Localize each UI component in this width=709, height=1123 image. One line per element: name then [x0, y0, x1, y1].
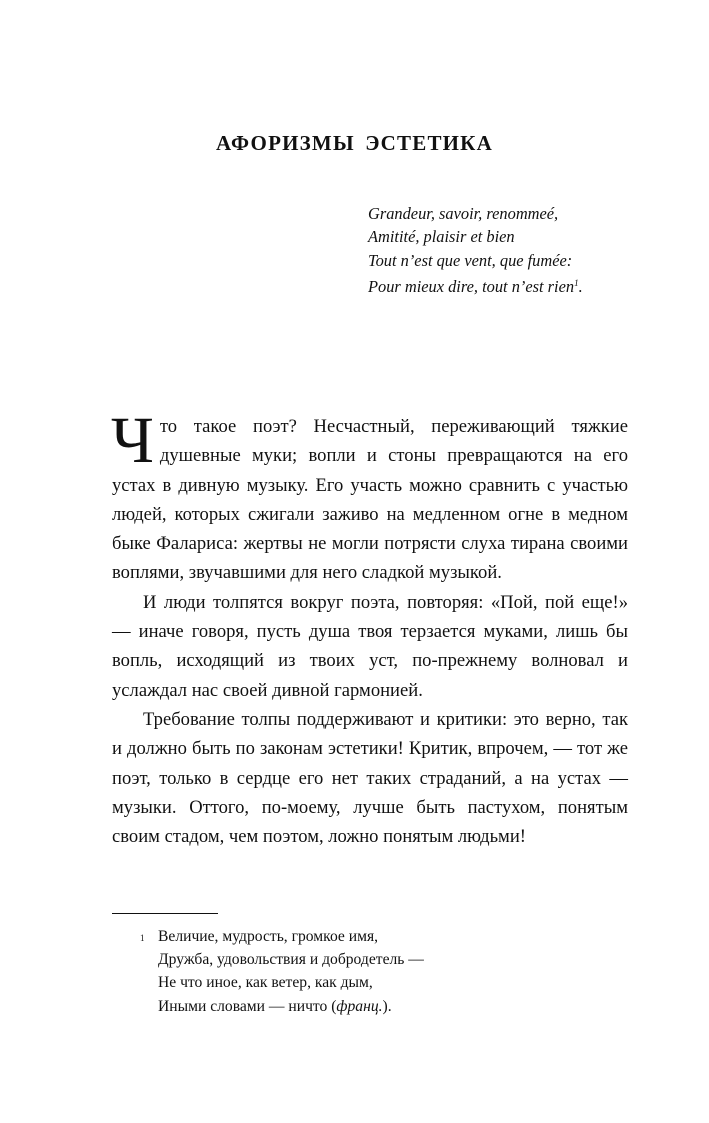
epigraph-line: Amitité, plaisir et bien: [368, 227, 515, 247]
footnote-line: Не что иное, как ветер, как дым,: [158, 974, 373, 992]
chapter-title: АФОРИЗМЫ ЭСТЕТИКА: [216, 131, 493, 155]
footnote-line-last: [158, 995, 424, 1018]
paragraph-1: [111, 404, 628, 588]
main-text: [111, 404, 628, 851]
footnote-language: франц.: [336, 997, 383, 1015]
paragraph-2: И люди толпятся вокруг поэта, повторяя: «Пой, пой еще!» — иначе говоря, пусть душа твоя терзается муками, лишь бы вопль, исходящий из твоих уст, по-прежнему волновал и услаждал нас своей дивной гармонией.: [112, 591, 628, 701]
footnote-reference[interactable]: 1: [574, 278, 579, 289]
footnote-line: Дружба, удовольствия и добродетель —: [158, 951, 424, 969]
epigraph-line-text: Pour mieux dire, tout n’est rien: [368, 277, 575, 297]
paragraph-3: Требование толпы поддерживают и критики: это верно, так и должно быть по законам эстетики! Критик, впрочем, — тот же поэт, только в сердце его нет таких страданий, а на устах — музыки. Оттого, по-моему, лучше быть пастухом, понятым своим стадом, чем поэтом, ложно понятым людьми!: [112, 708, 628, 848]
footnote-mark: 1: [140, 933, 145, 943]
epigraph-end-punct: .: [578, 277, 583, 297]
epigraph-line: Grandeur, savoir, renommeé,: [368, 204, 559, 223]
footnote-line: Величие, мудрость, громкое имя,: [158, 928, 379, 945]
epigraph: [368, 202, 668, 299]
paragraph-1-text: то такое поэт? Несчастный, переживающий тяжкие душевные муки; вопли и стоны превращаются на его устах в дивную музыку. Его участь можно сравнить с участью людей, которых сжигали заживо на медленном огне в медном быке Фалариса: жертвы не могли потрясти слуха тирана своими воплями, звучавшими для него сладкой музыкой.: [112, 416, 628, 584]
epigraph-line: Tout n’est que vent, que fumée:: [368, 250, 573, 270]
footnote-divider: [112, 913, 218, 914]
footnote-last-suffix: ).: [382, 997, 392, 1015]
drop-cap: Ч: [111, 404, 154, 477]
footnote-last-prefix: Иными словами — ничто (: [158, 997, 337, 1015]
footnote-lines: [158, 925, 424, 1018]
epigraph-line-last: [368, 272, 668, 298]
